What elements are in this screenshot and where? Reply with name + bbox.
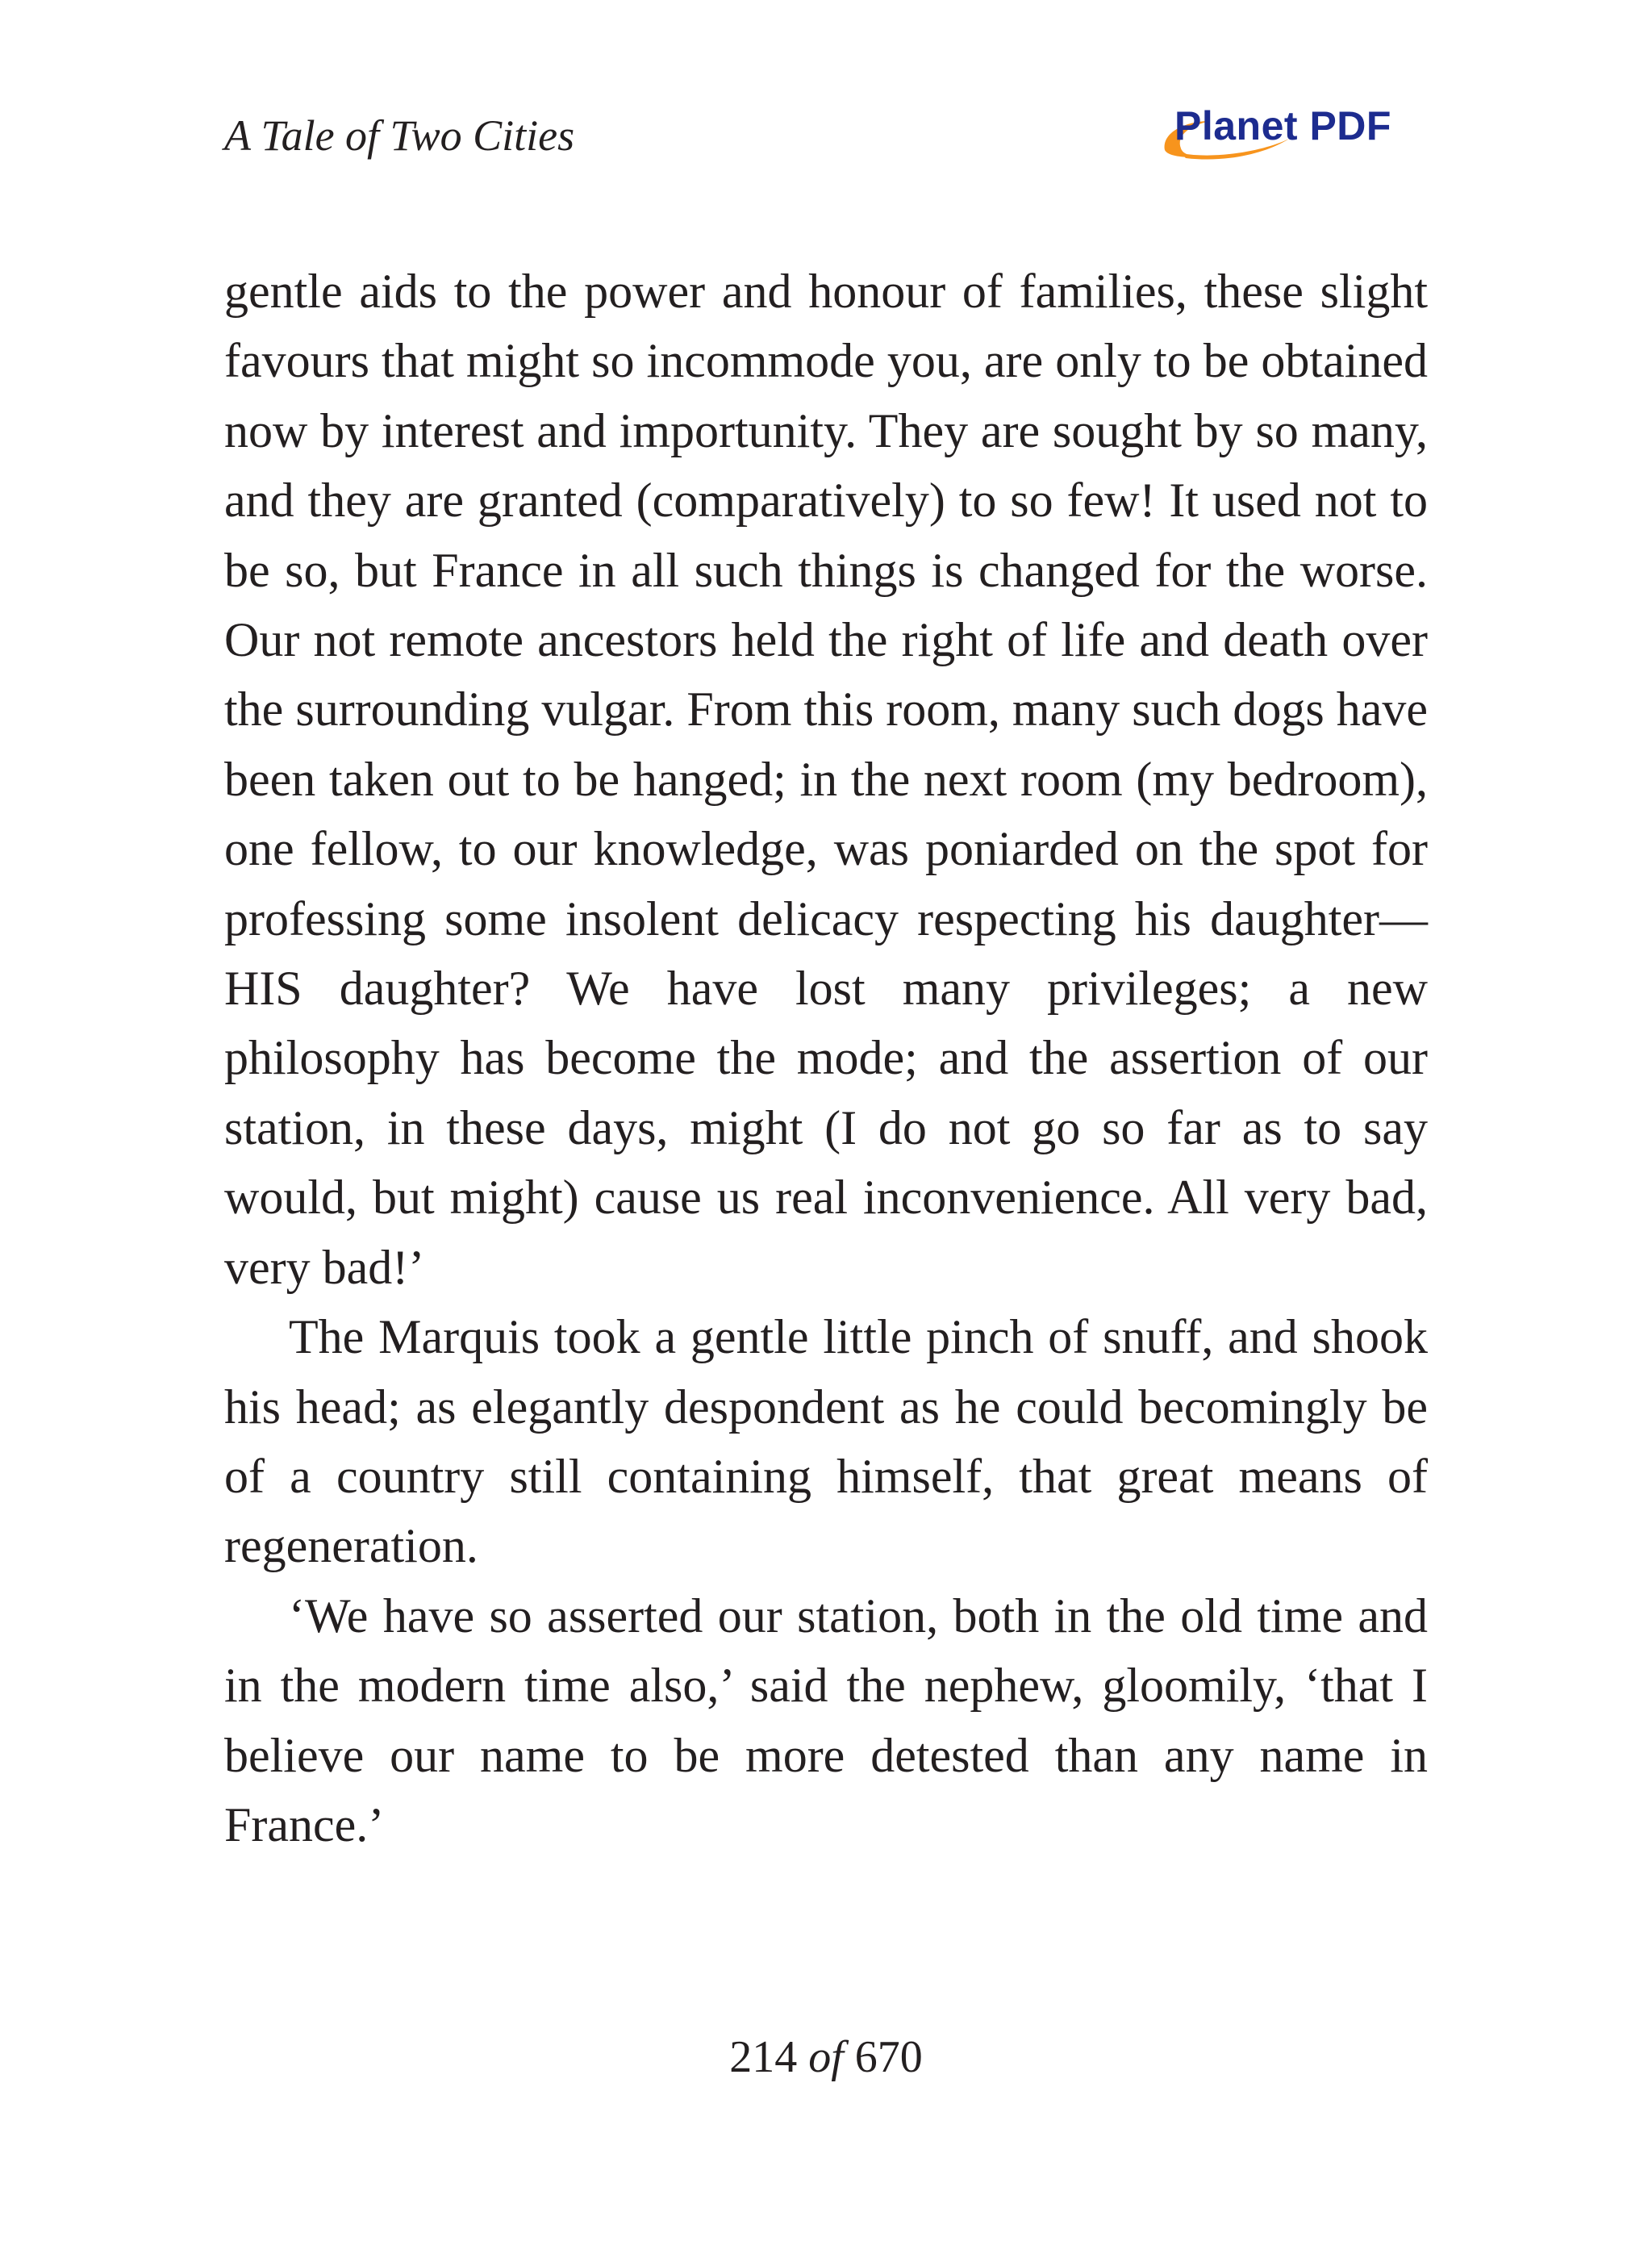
planet-pdf-logo — [1153, 100, 1428, 165]
logo-text: Planet PDF — [1174, 103, 1391, 148]
page-body — [224, 257, 1428, 1860]
page-number — [0, 2025, 1652, 2089]
page-of: of — [808, 2032, 844, 2082]
page-header — [224, 103, 1428, 168]
page-total: 670 — [854, 2032, 923, 2082]
paragraph-2: The Marquis took a gentle little pinch of snuff, and shook his head; as elegantly despondent as he could becomingly be of a country still containing himself, that great means of regeneration. — [224, 1310, 1428, 1573]
page-current: 214 — [729, 2032, 798, 2082]
paragraph-3: ‘We have so asserted our station, both in the old time and in the modern time also,’ said the nephew, gloomily, ‘that I believe our name to be more detested than any name in France.’ — [224, 1588, 1428, 1851]
book-title: A Tale of Two Cities — [224, 111, 575, 160]
paragraph-1: gentle aids to the power and honour of families, these slight favours that might so incommode you, are only to be obtained now by interest and importunity. They are sought by so many, and they are granted (comparatively) to so few! It used not to be so, but France in all such things is changed for the worse. Our not remote ancestors held the right of life and death over the surrounding vulgar. From this room, many such dogs have been taken out to be hanged; in the next room (my bedroom), one fellow, to our knowledge, was poniarded on the spot for professing some insolent delicacy respecting his daughter—HIS daughter? We have lost many privileges; a new philosophy has become the mode; and the assertion of our station, in these days, might (I do not go so far as to say would, but might) cause us real inconvenience. All very bad, very bad!’ — [224, 265, 1428, 1294]
